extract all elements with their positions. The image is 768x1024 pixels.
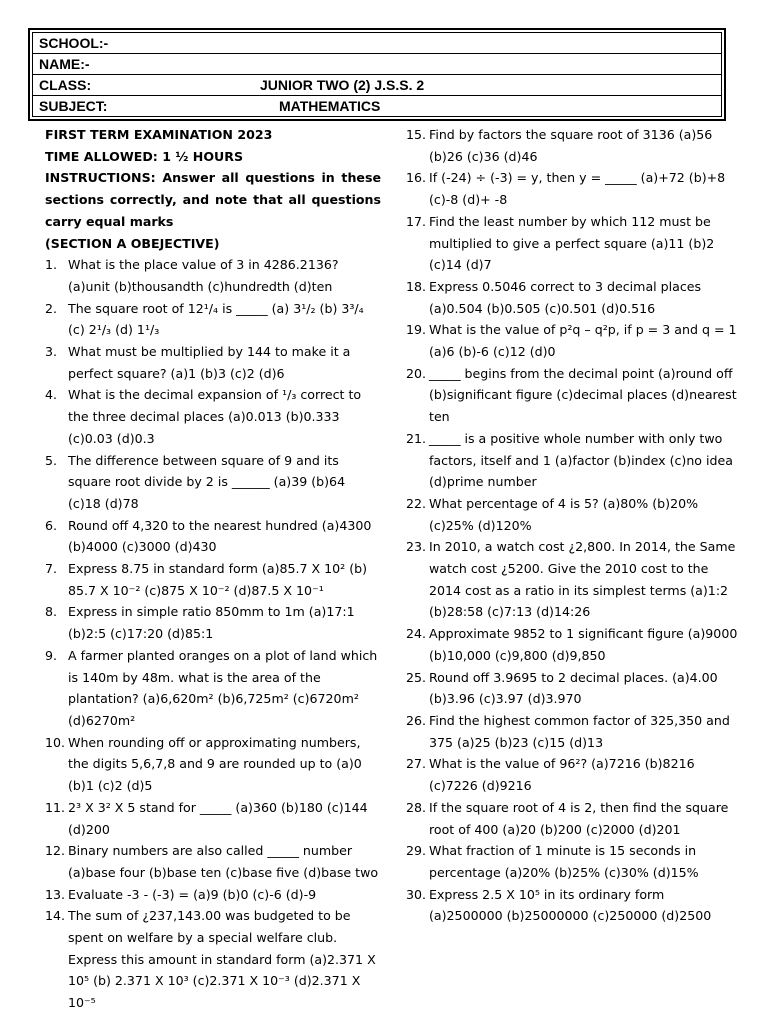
question-text: What percentage of 4 is 5? (a)80% (b)20% (c)25% (d)120% [429,495,699,533]
question-number: 15. [406,127,427,142]
question-text: When rounding off or approximating numbers, the digits 5,6,7,8 and 9 are rounded up to (a)0 (b)1 (c)2 (d)5 [68,734,362,794]
question-item [406,536,740,623]
question-item [406,211,740,276]
left-column [45,124,381,1014]
question-item [45,341,381,384]
question-number: 13. [45,886,66,902]
question-text: _____ is a positive whole number with only two factors, itself and 1 (a)factor (b)index (c)no idea (d)prime number [429,430,733,490]
question-number: 23. [406,539,427,555]
question-text: The sum of ¿237,143.00 was budgeted to be spent on welfare by a special welfare club. Express this amount in standard form (a)2.371 X 10⁵ (b) 2.371 X 10³ (c)2.371 X 10⁻³ (d)2.371 X 10⁻⁵ [68,908,376,1011]
question-item [45,298,381,341]
question-number: 10. [45,734,66,750]
question-number: 6. [45,517,58,533]
question-number: 9. [45,647,58,663]
class-value: JUNIOR TWO (2) J.S.S. 2 [260,77,425,93]
question-number: 3. [45,344,58,360]
instructions: INSTRUCTIONS: Answer all questions in these sections correctly, and note that all questions carry equal marks [45,170,381,229]
question-text: Express 2.5 X 10⁵ in its ordinary form (a)2500000 (b)25000000 (c)250000 (d)2500 [429,886,712,924]
question-text: What fraction of 1 minute is 15 seconds in percentage (a)20% (b)25% (c)30% (d)15% [429,843,699,880]
question-item [406,753,740,796]
question-text: What is the value of p²q – q²p, if p = 3 and q = 1 (a)6 (b)-6 (c)12 (d)0 [429,322,737,360]
class-label: CLASS: [39,77,92,93]
question-item [45,384,381,449]
question-item [45,450,381,515]
class-cell [33,75,722,96]
question-text: What is the value of 96²? (a)7216 (b)8216 (c)7226 (d)9216 [429,756,695,794]
question-text: What is the decimal expansion of ¹/₃ correct to the three decimal places (a)0.013 (b)0.333 (c)0.03 (d)0.3 [68,387,362,446]
student-info-table [32,32,722,117]
question-item [45,515,381,558]
question-item [406,493,740,536]
class-row [33,75,722,96]
question-number: 19. [406,322,427,338]
question-item [406,428,740,493]
question-text: Express 8.75 in standard form (a)85.7 X 10² (b) 85.7 X 10⁻² (c)875 X 10⁻² (d)87.5 X 10⁻¹ [68,561,368,598]
question-text: A farmer planted oranges on a plot of land which is 140m by 48m. what is the area of the plantation? (a)6,620m² (b)6,725m² (c)6720m² (d)6270m² [68,647,378,728]
question-text: Evaluate -3 - (-3) = (a)9 (b)0 (c)-6 (d)-9 [68,886,317,902]
question-text: Approximate 9852 to 1 significant figure (a)9000 (b)10,000 (c)9,800 (d)9,850 [429,626,738,663]
question-number: 27. [406,756,427,772]
question-number: 8. [45,604,58,620]
question-item [406,884,740,927]
question-text: 2³ X 3² X 5 stand for _____ (a)360 (b)180 (c)144 (d)200 [68,799,368,837]
question-text: Find by factors the square root of 3136 (a)56 (b)26 (c)36 (d)46 [429,127,713,164]
question-item [45,254,381,297]
question-number: 12. [45,843,66,859]
subject-row [33,96,722,117]
school-label: SCHOOL:- [39,35,109,51]
question-item [45,645,381,732]
question-item [406,840,740,883]
question-item [406,623,740,666]
question-number: 26. [406,712,427,728]
question-item [406,319,740,362]
question-number: 29. [406,843,427,859]
question-text: In 2010, a watch cost ¿2,800. In 2014, the Same watch cost ¿5200. Give the 2010 cost to the 2014 cost as a ratio in its simplest terms (a)1:2 (b)28:58 (c)7:13 (d)14:26 [429,539,736,620]
question-number: 24. [406,626,427,642]
name-row [33,54,722,75]
exam-title: FIRST TERM EXAMINATION 2023 [45,127,273,142]
question-item [406,667,740,710]
question-list-right [406,124,740,927]
question-number: 30. [406,886,427,902]
question-number: 22. [406,495,427,511]
question-item [406,797,740,840]
question-text: Find the least number by which 112 must be multiplied to give a perfect square (a)11 (b)2 (c)14 (d)7 [429,213,715,273]
question-number: 5. [45,452,58,468]
question-text: _____ begins from the decimal point (a)round off (b)significant figure (c)decimal places (d)nearest ten [429,365,737,425]
question-number: 1. [45,257,58,273]
question-number: 18. [406,278,427,294]
question-list-left [45,254,381,1014]
section-heading: (SECTION A OBEJECTIVE) [45,235,220,251]
student-info-header [28,28,726,121]
question-item [45,732,381,797]
question-text: If (-24) ÷ (-3) = y, then y = _____ (a)+72 (b)+8 (c)-8 (d)+ -8 [429,170,726,208]
question-number: 21. [406,430,427,446]
subject-value: MATHEMATICS [279,98,381,114]
question-text: Round off 4,320 to the nearest hundred (a)4300 (b)4000 (c)3000 (d)430 [68,517,372,555]
name-cell [33,54,722,75]
question-text: If the square root of 4 is 2, then find the square root of 400 (a)20 (b)200 (c)2000 (d)201 [429,799,729,837]
question-number: 14. [45,908,66,924]
question-number: 25. [406,669,427,685]
question-item [45,601,381,644]
question-item [45,797,381,840]
question-number: 2. [45,300,58,316]
question-text: Round off 3.9695 to 2 decimal places. (a)4.00 (b)3.96 (c)3.97 (d)3.970 [429,669,718,707]
subject-cell [33,96,722,117]
question-number: 16. [406,170,427,186]
school-row [33,33,722,54]
question-text: Binary numbers are also called _____ number (a)base four (b)base ten (c)base five (d)base two [68,843,379,880]
question-item [45,905,381,1014]
question-number: 7. [45,561,58,577]
question-number: 28. [406,799,427,815]
question-item [45,840,381,883]
question-item [406,124,740,167]
subject-label: SUBJECT: [39,98,108,114]
question-item [406,167,740,210]
time-allowed: TIME ALLOWED: 1 ½ HOURS [45,148,244,164]
question-number: 11. [45,799,66,815]
question-text: Find the highest common factor of 325,350 and 375 (a)25 (b)23 (c)15 (d)13 [429,712,730,750]
right-column [406,124,740,927]
question-text: The difference between square of 9 and its square root divide by 2 is ______ (a)39 (b)64 (c)18 (d)78 [68,452,346,511]
question-number: 20. [406,365,427,381]
question-text: The square root of 12¹/₄ is _____ (a) 3¹/₂ (b) 3³/₄ (c) 2¹/₃ (d) 1¹/₃ [68,300,364,338]
question-text: What must be multiplied by 144 to make it a perfect square? (a)1 (b)3 (c)2 (d)6 [68,344,351,381]
question-item [45,558,381,601]
question-item [406,363,740,428]
question-text: Express 0.5046 correct to 3 decimal places (a)0.504 (b)0.505 (c)0.501 (d)0.516 [429,278,702,316]
question-item [406,276,740,319]
question-number: 4. [45,387,58,403]
name-label: NAME:- [39,56,90,72]
school-cell [33,33,722,54]
question-text: What is the place value of 3 in 4286.2136? (a)unit (b)thousandth (c)hundredth (d)ten [68,257,339,294]
question-text: Express in simple ratio 850mm to 1m (a)17:1 (b)2:5 (c)17:20 (d)85:1 [68,604,355,642]
question-item [45,884,381,906]
question-item [406,710,740,753]
question-number: 17. [406,213,427,229]
